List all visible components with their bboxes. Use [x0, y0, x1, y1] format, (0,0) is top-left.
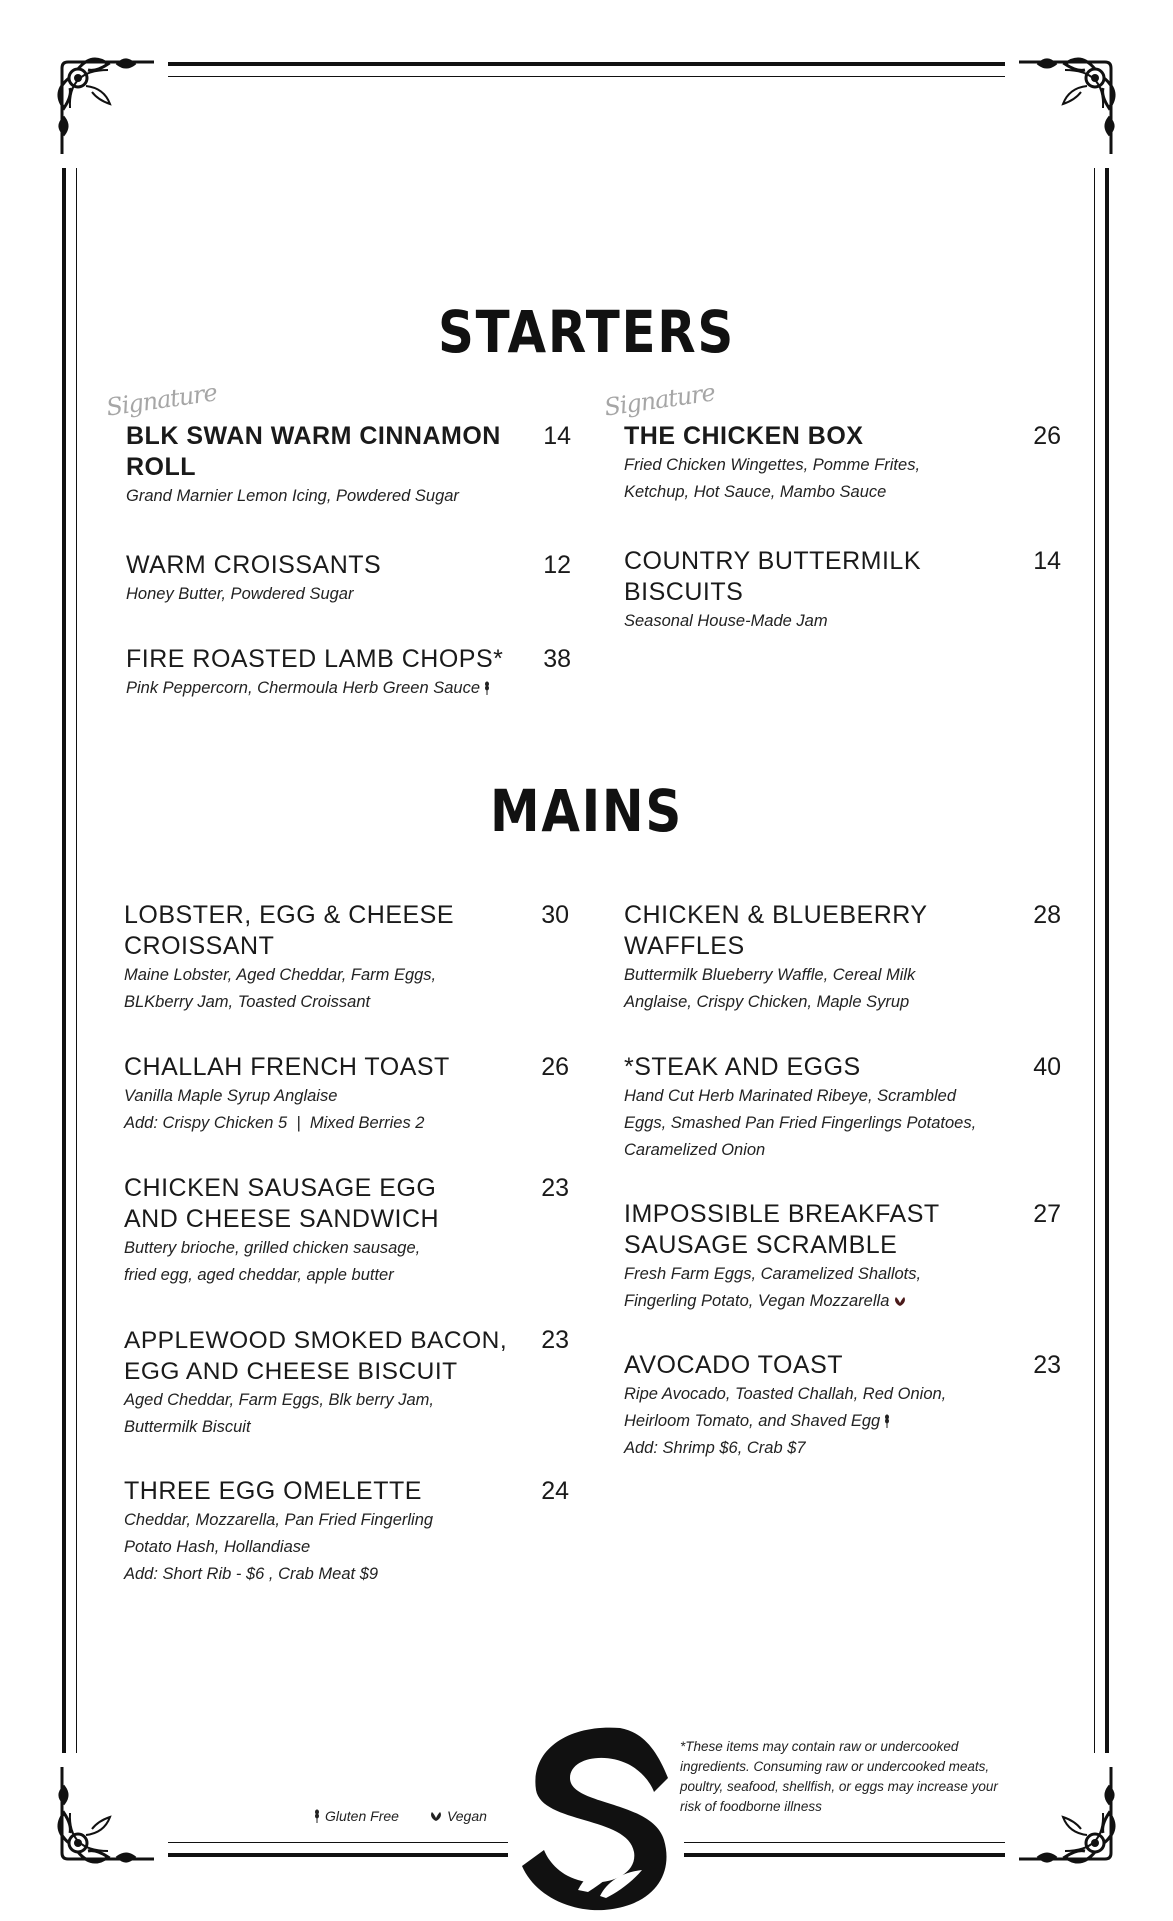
item-price: 26 — [1033, 422, 1061, 450]
item-description-text: Pink Peppercorn, Chermoula Herb Green Sauce — [126, 679, 481, 697]
item-description: Ketchup, Hot Sauce, Mambo Sauce — [624, 483, 887, 501]
item-name: IMPOSSIBLE BREAKFAST SAUSAGE SCRAMBLE — [624, 1200, 940, 1259]
signature-label: Signature — [104, 378, 219, 422]
menu-item — [624, 421, 1061, 506]
swan-s-logo — [508, 1720, 684, 1916]
dietary-legend — [310, 1808, 505, 1824]
menu-item — [124, 900, 569, 1016]
menu-item — [624, 1052, 1061, 1164]
item-price: 28 — [1033, 901, 1061, 929]
item-name: CHICKEN SAUSAGE EGG AND CHEESE SANDWICH — [124, 1174, 440, 1233]
section-title-mains: MAINS — [489, 777, 684, 845]
menu-item — [124, 1476, 569, 1588]
item-price: 30 — [541, 901, 569, 929]
legend-vegan — [425, 1808, 487, 1824]
ornament-icon — [1005, 1753, 1125, 1873]
item-price: 38 — [543, 645, 571, 673]
item-description: Buttery brioche, grilled chicken sausage, — [124, 1239, 421, 1257]
ornament-icon — [48, 1753, 168, 1873]
item-description: Ripe Avocado, Toasted Challah, Red Onion, — [624, 1385, 947, 1403]
corner-ornament-top-left — [48, 48, 168, 168]
item-price: 23 — [541, 1174, 569, 1202]
menu-item — [624, 546, 1061, 635]
menu-item — [126, 550, 571, 608]
item-description: Fried Chicken Wingettes, Pomme Frites, — [624, 456, 921, 474]
item-name: WARM CROISSANTS — [126, 551, 382, 579]
item-name: CHALLAH FRENCH TOAST — [124, 1053, 450, 1081]
item-description: Buttermilk Biscuit — [124, 1418, 251, 1436]
item-price: 23 — [1033, 1351, 1061, 1379]
item-price: 24 — [541, 1477, 569, 1505]
item-name: AVOCADO TOAST — [624, 1351, 844, 1379]
menu-item — [124, 1325, 569, 1441]
item-price: 26 — [541, 1053, 569, 1081]
ornament-icon — [1005, 48, 1125, 168]
item-price: 14 — [543, 422, 571, 450]
wheat-icon — [883, 1414, 891, 1428]
item-description: Potato Hash, Hollandiase — [124, 1538, 311, 1556]
item-description: Fresh Farm Eggs, Caramelized Shallots, — [624, 1265, 922, 1283]
menu-item — [124, 1052, 569, 1137]
corner-ornament-bottom-left — [48, 1753, 168, 1873]
menu-item — [126, 644, 571, 702]
logo-icon — [508, 1720, 684, 1916]
leaf-icon — [893, 1295, 907, 1307]
wheat-icon — [483, 681, 491, 695]
item-description: Maine Lobster, Aged Cheddar, Farm Eggs, — [124, 966, 437, 984]
corner-ornament-top-right — [1005, 48, 1125, 168]
item-name: FIRE ROASTED LAMB CHOPS* — [126, 645, 504, 673]
item-price: 40 — [1033, 1053, 1061, 1081]
item-name: THE CHICKEN BOX — [624, 422, 864, 450]
item-description: Buttermilk Blueberry Waffle, Cereal Milk — [624, 966, 916, 984]
item-description: Anglaise, Crispy Chicken, Maple Syrup — [624, 993, 910, 1011]
legend-gluten-free — [310, 1808, 399, 1824]
menu-item — [126, 421, 571, 510]
menu-item — [624, 1199, 1061, 1315]
item-name: *STEAK AND EGGS — [624, 1053, 861, 1081]
legend-vegan-label: Vegan — [446, 1808, 487, 1824]
item-description: fried egg, aged cheddar, apple butter — [124, 1266, 394, 1284]
item-description: Add: Crispy Chicken 5 | Mixed Berries 2 — [124, 1114, 425, 1132]
item-description: Grand Marnier Lemon Icing, Powdered Sugar — [126, 487, 459, 505]
item-description: BLKberry Jam, Toasted Croissant — [124, 993, 371, 1011]
item-description: Aged Cheddar, Farm Eggs, Blk berry Jam, — [124, 1391, 434, 1409]
item-description-text: Fingerling Potato, Vegan Mozzarella — [624, 1292, 890, 1310]
section-title-starters: STARTERS — [437, 298, 736, 366]
item-name: BLK SWAN WARM CINNAMON ROLL — [126, 422, 501, 481]
item-description — [126, 675, 571, 702]
item-description — [624, 1408, 1061, 1435]
item-price: 14 — [1033, 547, 1061, 575]
corner-ornament-bottom-right — [1005, 1753, 1125, 1873]
item-price: 27 — [1033, 1200, 1061, 1228]
item-description: Caramelized Onion — [624, 1141, 766, 1159]
item-description: Vanilla Maple Syrup Anglaise — [124, 1087, 338, 1105]
item-name: CHICKEN & BLUEBERRY WAFFLES — [624, 901, 928, 960]
item-price: 23 — [541, 1326, 569, 1354]
raw-food-disclaimer: *These items may contain raw or undercooked ingredients. Consuming raw or undercooked meats, poultry, seafood, shellfish, or eggs may increase your risk of foodborne illness — [680, 1739, 998, 1814]
item-description: Hand Cut Herb Marinated Ribeye, Scrambled — [624, 1087, 956, 1105]
menu-item — [624, 1350, 1061, 1462]
menu-item — [624, 900, 1061, 1016]
signature-label: Signature — [602, 378, 717, 422]
legend-gluten-free-label: Gluten Free — [325, 1808, 399, 1824]
item-name: LOBSTER, EGG & CHEESE CROISSANT — [124, 901, 455, 960]
item-description: Add: Shrimp $6, Crab $7 — [624, 1439, 806, 1457]
item-description: Cheddar, Mozzarella, Pan Fried Fingerling — [124, 1511, 434, 1529]
item-price: 12 — [543, 551, 571, 579]
item-name: COUNTRY BUTTERMILK BISCUITS — [624, 547, 922, 606]
menu-item — [124, 1173, 569, 1289]
item-name: APPLEWOOD SMOKED BACON, EGG AND CHEESE BISCUIT — [124, 1327, 508, 1385]
leaf-icon — [429, 1810, 443, 1822]
wheat-icon — [313, 1809, 321, 1823]
ornament-icon — [48, 48, 168, 168]
item-description: Seasonal House-Made Jam — [624, 612, 828, 630]
item-description: Eggs, Smashed Pan Fried Fingerlings Potatoes, — [624, 1114, 977, 1132]
item-name: THREE EGG OMELETTE — [124, 1477, 422, 1505]
item-description: Honey Butter, Powdered Sugar — [126, 585, 354, 603]
item-description: Add: Short Rib - $6 , Crab Meat $9 — [124, 1565, 379, 1583]
item-description — [624, 1288, 1061, 1315]
item-description-text: Heirloom Tomato, and Shaved Egg — [624, 1412, 881, 1430]
